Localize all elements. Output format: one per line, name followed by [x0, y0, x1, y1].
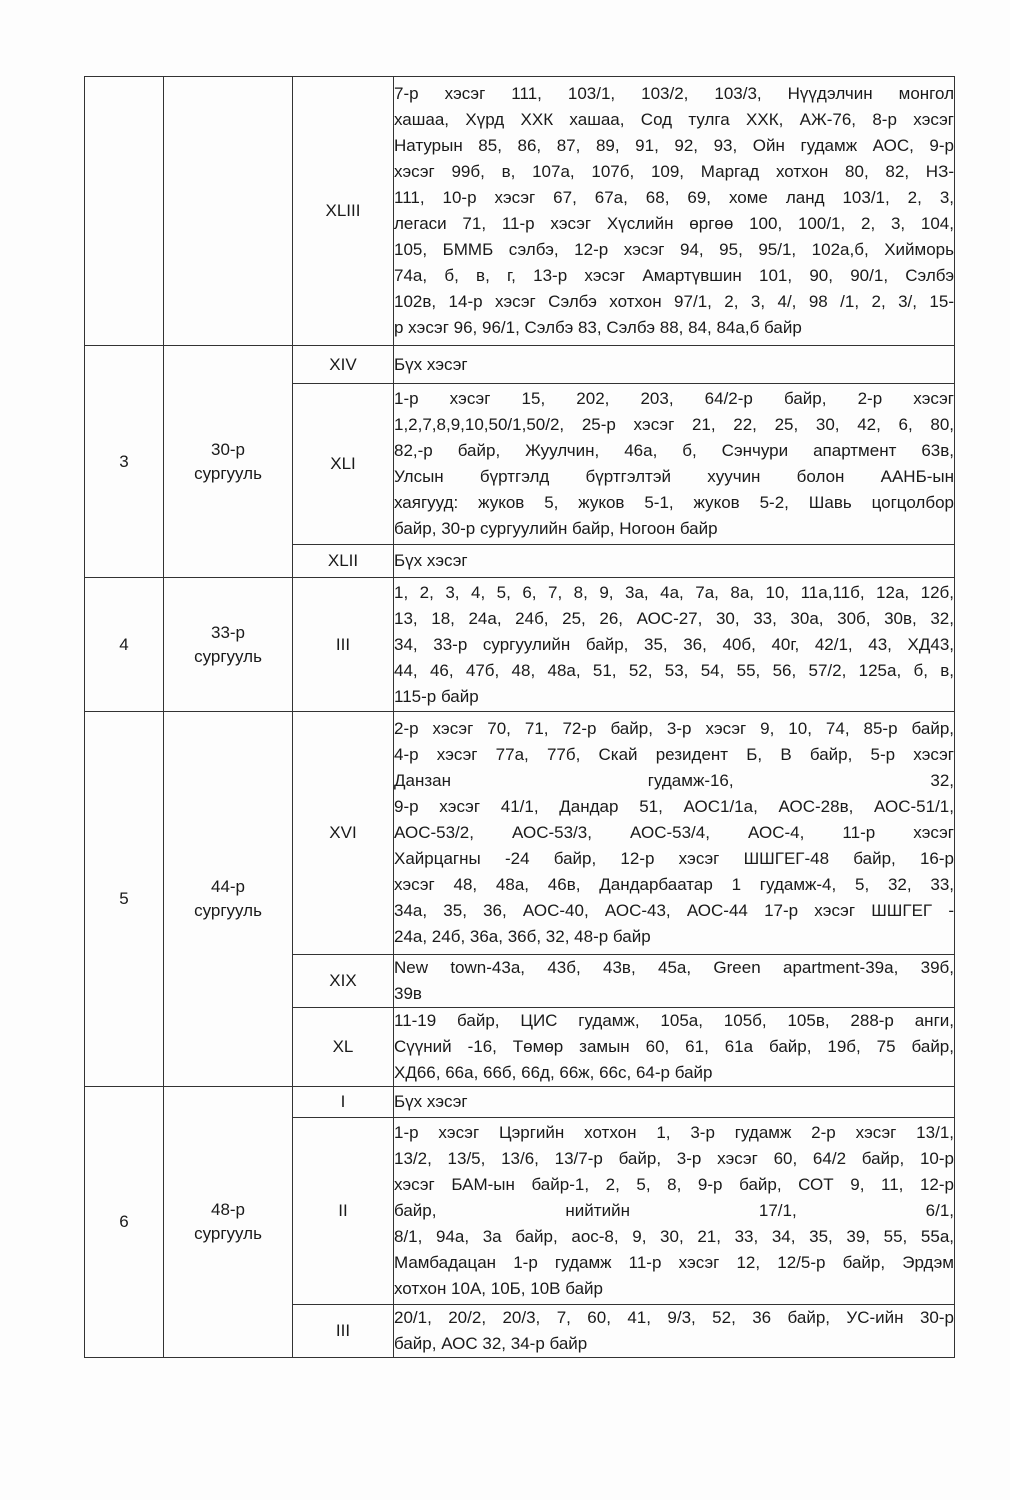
address-line: 1-р хэсэг 15, 202, 203, 64/2-р байр, 2-р хэсэг: [394, 389, 954, 408]
khoroo-cell: XLI: [293, 384, 394, 545]
school-name-line: 33-р: [210, 622, 246, 642]
address-cell: [394, 1008, 955, 1087]
address-line: 34, 33-р сургуулийн байр, 35, 36, 40б, 40г, 42/1, 43, ХД43,: [394, 634, 954, 654]
address-line: 9-р хэсэг 41/1, Дандар 51, АОС1/1а, АОС-28в, АОС-51/1,: [394, 797, 954, 816]
address-line: Мамбадацан 1-р гудамж 11-р хэсэг 12, 12/5-р байр, Эрдэм: [394, 1253, 954, 1272]
address-cell: [394, 712, 955, 955]
address-cell: [394, 384, 955, 545]
address-cell: Бүх хэсэг: [394, 545, 955, 578]
khoroo-cell: III: [293, 1305, 394, 1358]
row-number-cell: [85, 77, 164, 346]
address-line: ХД66, 66а, 66б, 66д, 66ж, 66с, 64-р байр: [394, 1063, 713, 1082]
address-line: Данзан гудамж-16, 32,: [394, 771, 954, 790]
khoroo-cell: XIV: [293, 346, 394, 384]
address-line: 111, 10-р хэсэг 67, 67а, 68, 69, хоме ланд 103/1, 2, 3,: [394, 188, 954, 207]
school-name-line: сургууль: [194, 901, 262, 920]
address-line: 2-р хэсэг 70, 71, 72-р байр, 3-р хэсэг 9, 10, 74, 85-р байр,: [394, 719, 954, 738]
address-line: 8/1, 94а, 3а байр, аос-8, 9, 30, 21, 33, 34, 35, 39, 55, 55а,: [394, 1227, 954, 1246]
school-cell: [164, 1087, 293, 1358]
school-cell: [164, 712, 293, 1087]
khoroo-cell: II: [293, 1118, 394, 1305]
address-cell: [394, 578, 955, 712]
address-cell: [394, 955, 955, 1008]
table-row: [85, 1087, 955, 1118]
address-line: Улсын бүртгэлд бүртгэлтэй хуучин болон ААНБ-ын: [394, 467, 954, 486]
address-line: Сүүний -16, Төмөр замын 60, 61, 61а байр, 19б, 75 байр,: [394, 1037, 954, 1056]
address-cell: Бүх хэсэг: [394, 346, 955, 384]
address-line: хашаа, Хүрд ХХК хашаа, Сод тулга ХХК, АЖ-76, 8-р хэсэг: [394, 110, 954, 129]
address-line: р хэсэг 96, 96/1, Сэлбэ 83, Сэлбэ 88, 84, 84а,б байр: [394, 318, 802, 337]
row-number-cell: 4: [85, 578, 164, 712]
address-line: АОС-53/2, АОС-53/3, АОС-53/4, АОС-4, 11-р хэсэг: [394, 823, 954, 842]
khoroo-cell: XIX: [293, 955, 394, 1008]
address-line: 44, 46, 47б, 48, 48а, 51, 52, 53, 54, 55, 56, 57/2, 125а, б, в,: [394, 660, 954, 680]
school-name-line: сургууль: [194, 646, 262, 666]
khoroo-cell: XL: [293, 1008, 394, 1087]
address-line: 102в, 14-р хэсэг Сэлбэ хотхон 97/1, 2, 3, 4/, 98 /1, 2, 3/, 15-: [394, 292, 954, 311]
address-line: 1-р хэсэг Цэргийн хотхон 1, 3-р гудамж 2-р хэсэг 13/1,: [394, 1123, 954, 1142]
address-line: байр, АОС 32, 34-р байр: [394, 1334, 588, 1353]
address-line: 115-р байр: [394, 686, 479, 706]
address-line: хэсэг 99б, в, 107а, 107б, 109, Маргад хотхон 80, 82, НЗ-: [394, 162, 954, 181]
address-line: хэсэг БАМ-ын байр-1, 2, 5, 8, 9-р байр, СОТ 9, 11, 12-р: [394, 1175, 954, 1194]
school-name-line: 44-р: [210, 877, 246, 896]
row-number-cell: 3: [85, 346, 164, 578]
khoroo-cell: XVI: [293, 712, 394, 955]
table-row: [85, 712, 955, 955]
address-line: байр, нийтийн 17/1, 6/1,: [394, 1201, 954, 1220]
address-line: 39в: [394, 984, 422, 1003]
school-name-line: сургууль: [194, 463, 262, 483]
address-cell: [394, 1305, 955, 1358]
address-line: байр, 30-р сургуулийн байр, Ногоон байр: [394, 519, 718, 538]
address-line: 1,2,7,8,9,10,50/1,50/2, 25-р хэсэг 21, 22, 25, 30, 42, 6, 80,: [394, 415, 954, 434]
khoroo-cell: III: [293, 578, 394, 712]
address-line: хотхон 10А, 10Б, 10В байр: [394, 1279, 603, 1298]
khoroo-cell: XLII: [293, 545, 394, 578]
school-cell: [164, 346, 293, 578]
address-line: 105, БММБ сэлбэ, 12-р хэсэг 94, 95, 95/1, 102а,б, Хийморь: [394, 240, 954, 259]
table-row: [85, 346, 955, 384]
address-line: New town-43а, 43б, 43в, 45а, Green apartment-39а, 39б,: [394, 958, 954, 977]
table-row: [85, 77, 955, 346]
address-cell: Бүх хэсэг: [394, 1087, 955, 1118]
address-line: 7-р хэсэг 111, 103/1, 103/2, 103/3, Нүүдэлчин монгол: [394, 84, 954, 103]
school-district-table: [84, 76, 955, 1358]
address-line: 1, 2, 3, 4, 5, 6, 7, 8, 9, 3а, 4а, 7а, 8а, 10, 11а,11б, 12а, 12б,: [394, 582, 954, 602]
row-number-cell: 6: [85, 1087, 164, 1358]
address-line: хаягууд: жуков 5, жуков 5-1, жуков 5-2, Шавь цогцолбор: [394, 493, 954, 512]
address-line: Натурын 85, 86, 87, 89, 91, 92, 93, Ойн гудамж АОС, 9-р: [394, 136, 954, 155]
row-number-cell: 5: [85, 712, 164, 1087]
table-row: [85, 578, 955, 712]
school-name-line: 30-р: [210, 439, 246, 459]
address-line: Хайрцагны -24 байр, 12-р хэсэг ШШГЕГ-48 байр, 16-р: [394, 849, 954, 868]
address-line: легаси 71, 11-р хэсэг Хүслийн өргөө 100, 100/1, 2, 3, 104,: [394, 214, 954, 233]
address-cell: [394, 77, 955, 346]
address-line: 13/2, 13/5, 13/6, 13/7-р байр, 3-р хэсэг 60, 64/2 байр, 10-р: [394, 1149, 954, 1168]
address-line: 13, 18, 24а, 24б, 25, 26, АОС-27, 30, 33, 30а, 30б, 30в, 32,: [394, 608, 954, 628]
khoroo-cell: XLIII: [293, 77, 394, 346]
address-cell: [394, 1118, 955, 1305]
address-line: хэсэг 48, 48а, 46в, Дандарбаатар 1 гудамж-4, 5, 32, 33,: [394, 875, 954, 894]
address-line: 82,-р байр, Жуулчин, 46а, б, Сэнчури апартмент 63в,: [394, 441, 954, 460]
school-name-line: 48-р: [210, 1200, 246, 1219]
address-line: 74а, б, в, г, 13-р хэсэг Амартүвшин 101, 90, 90/1, Сэлбэ: [394, 266, 954, 285]
address-line: 11-19 байр, ЦИС гудамж, 105а, 105б, 105в, 288-р анги,: [394, 1011, 954, 1030]
address-line: 4-р хэсэг 77а, 77б, Скай резидент Б, В байр, 5-р хэсэг: [394, 745, 954, 764]
address-line: 20/1, 20/2, 20/3, 7, 60, 41, 9/3, 52, 36 байр, УС-ийн 30-р: [394, 1308, 954, 1327]
school-cell: [164, 77, 293, 346]
school-name-line: сургууль: [194, 1224, 262, 1243]
address-line: 34а, 35, 36, АОС-40, АОС-43, АОС-44 17-р хэсэг ШШГЕГ -: [394, 901, 954, 920]
address-line: 24а, 24б, 36а, 36б, 32, 48-р байр: [394, 927, 651, 946]
school-cell: [164, 578, 293, 712]
khoroo-cell: I: [293, 1087, 394, 1118]
